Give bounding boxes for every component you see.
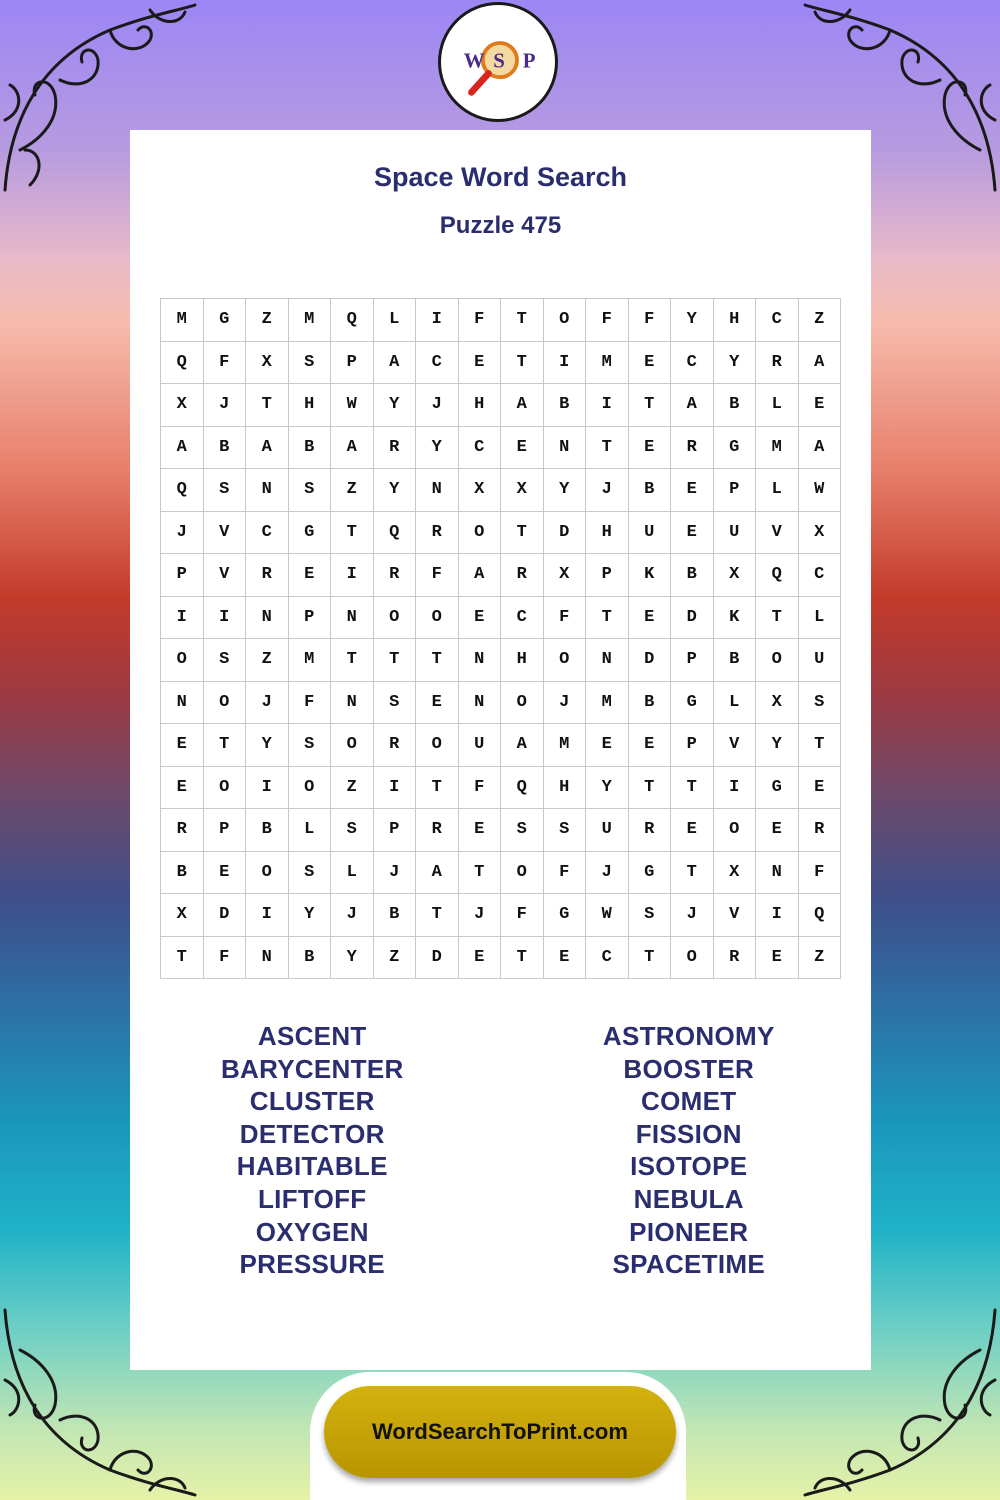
grid-cell[interactable]: P — [374, 809, 417, 852]
grid-cell[interactable]: O — [331, 724, 374, 767]
grid-cell[interactable]: L — [289, 809, 332, 852]
word-item: ISOTOPE — [630, 1151, 748, 1182]
word-list — [130, 1020, 871, 1281]
grid-cell[interactable]: B — [629, 469, 672, 512]
grid-cell[interactable]: J — [246, 682, 289, 725]
grid-cell[interactable]: N — [161, 682, 204, 725]
word-item: SPACETIME — [612, 1249, 765, 1280]
word-item: PIONEER — [629, 1216, 749, 1247]
grid-cell[interactable]: E — [799, 767, 842, 810]
grid-cell[interactable]: N — [544, 427, 587, 470]
grid-cell[interactable]: I — [331, 554, 374, 597]
grid-cell[interactable]: U — [586, 809, 629, 852]
grid-cell[interactable]: S — [289, 852, 332, 895]
grid-cell[interactable]: Q — [799, 894, 842, 937]
grid-cell[interactable]: X — [714, 554, 757, 597]
grid-cell[interactable]: L — [714, 682, 757, 725]
grid-cell[interactable]: Y — [331, 937, 374, 980]
grid-cell[interactable]: C — [799, 554, 842, 597]
grid-cell[interactable]: O — [714, 809, 757, 852]
grid-cell[interactable]: N — [331, 597, 374, 640]
logo-letter-p: P — [522, 48, 536, 73]
grid-cell[interactable]: C — [246, 512, 289, 555]
grid-cell[interactable]: W — [799, 469, 842, 512]
grid-cell[interactable]: T — [416, 894, 459, 937]
grid-cell[interactable]: O — [459, 512, 502, 555]
grid-cell[interactable]: T — [416, 767, 459, 810]
grid-cell[interactable]: W — [331, 384, 374, 427]
grid-cell[interactable]: M — [289, 299, 332, 342]
puzzle-card — [130, 130, 871, 1370]
grid-cell[interactable]: P — [161, 554, 204, 597]
grid-cell[interactable]: C — [459, 427, 502, 470]
grid-cell[interactable]: F — [459, 767, 502, 810]
grid-cell[interactable]: E — [671, 512, 714, 555]
grid-cell[interactable]: Y — [671, 299, 714, 342]
grid-cell[interactable]: R — [671, 427, 714, 470]
grid-cell[interactable]: Y — [714, 342, 757, 385]
grid-cell[interactable]: E — [459, 937, 502, 980]
grid-cell[interactable]: N — [756, 852, 799, 895]
grid-cell[interactable]: T — [331, 512, 374, 555]
grid-cell[interactable]: D — [416, 937, 459, 980]
grid-cell[interactable]: T — [756, 597, 799, 640]
grid-cell[interactable]: N — [459, 682, 502, 725]
grid-cell[interactable]: V — [756, 512, 799, 555]
grid-cell[interactable]: T — [246, 384, 289, 427]
grid-cell[interactable]: B — [714, 639, 757, 682]
grid-cell[interactable]: E — [799, 384, 842, 427]
grid-cell[interactable]: A — [501, 724, 544, 767]
grid-cell[interactable]: S — [629, 894, 672, 937]
grid-cell[interactable]: O — [544, 299, 587, 342]
grid-cell[interactable]: P — [204, 809, 247, 852]
grid-cell[interactable]: S — [331, 809, 374, 852]
grid-cell[interactable]: A — [246, 427, 289, 470]
grid-cell[interactable]: D — [671, 597, 714, 640]
grid-cell[interactable]: B — [161, 852, 204, 895]
grid-cell[interactable]: O — [416, 597, 459, 640]
grid-cell[interactable]: E — [756, 937, 799, 980]
grid-cell[interactable]: Y — [544, 469, 587, 512]
grid-cell[interactable]: F — [289, 682, 332, 725]
grid-cell[interactable]: N — [459, 639, 502, 682]
logo-letter-s: S — [493, 48, 505, 73]
grid-cell[interactable]: B — [629, 682, 672, 725]
grid-cell[interactable]: O — [246, 852, 289, 895]
grid-cell[interactable]: Q — [501, 767, 544, 810]
word-item: COMET — [641, 1086, 737, 1117]
grid-cell[interactable]: S — [289, 724, 332, 767]
grid-cell[interactable]: H — [289, 384, 332, 427]
word-item: ASTRONOMY — [602, 1021, 775, 1051]
grid-cell[interactable]: O — [204, 767, 247, 810]
grid-cell[interactable]: K — [714, 597, 757, 640]
grid-cell[interactable]: P — [331, 342, 374, 385]
grid-cell[interactable]: Y — [374, 469, 417, 512]
grid-cell[interactable]: X — [756, 682, 799, 725]
word-list-left — [124, 1020, 501, 1281]
word-item: DETECTOR — [239, 1118, 385, 1149]
logo-letter-w: W — [463, 48, 485, 73]
grid-cell[interactable]: Z — [374, 937, 417, 980]
grid-cell[interactable]: A — [501, 384, 544, 427]
grid-cell[interactable]: I — [586, 384, 629, 427]
site-link-button[interactable]: WordSearchToPrint.com — [324, 1386, 676, 1478]
grid-cell[interactable]: O — [374, 597, 417, 640]
grid-cell[interactable]: N — [246, 937, 289, 980]
letter-grid — [160, 298, 841, 979]
grid-cell[interactable]: S — [501, 809, 544, 852]
grid-cell[interactable]: O — [544, 639, 587, 682]
grid-cell[interactable]: A — [671, 384, 714, 427]
grid-cell[interactable]: S — [289, 342, 332, 385]
grid-cell[interactable]: E — [161, 724, 204, 767]
grid-cell[interactable]: N — [416, 469, 459, 512]
grid-cell[interactable]: H — [459, 384, 502, 427]
grid-cell[interactable]: Y — [374, 384, 417, 427]
grid-cell[interactable]: N — [246, 469, 289, 512]
grid-cell[interactable]: Z — [246, 639, 289, 682]
grid-cell[interactable]: W — [586, 894, 629, 937]
word-item: OXYGEN — [255, 1216, 369, 1247]
word-item: FISSION — [635, 1118, 742, 1149]
grid-cell[interactable]: R — [416, 512, 459, 555]
grid-cell[interactable]: X — [714, 852, 757, 895]
grid-cell[interactable]: J — [331, 894, 374, 937]
grid-cell[interactable]: L — [799, 597, 842, 640]
grid-cell[interactable]: V — [714, 724, 757, 767]
grid-cell[interactable]: J — [586, 469, 629, 512]
grid-cell[interactable]: R — [374, 554, 417, 597]
grid-cell[interactable]: G — [714, 427, 757, 470]
grid-cell[interactable]: D — [544, 512, 587, 555]
grid-cell[interactable]: O — [501, 682, 544, 725]
grid-cell[interactable]: T — [629, 384, 672, 427]
grid-cell[interactable]: P — [671, 724, 714, 767]
grid-cell[interactable]: O — [756, 639, 799, 682]
grid-cell[interactable]: B — [671, 554, 714, 597]
grid-cell[interactable]: T — [501, 512, 544, 555]
grid-cell[interactable]: Z — [331, 469, 374, 512]
grid-cell[interactable]: Z — [331, 767, 374, 810]
grid-cell[interactable]: A — [331, 427, 374, 470]
grid-cell[interactable]: X — [246, 342, 289, 385]
grid-cell[interactable]: X — [459, 469, 502, 512]
grid-cell[interactable]: J — [204, 384, 247, 427]
grid-cell[interactable]: Y — [246, 724, 289, 767]
grid-cell[interactable]: E — [544, 937, 587, 980]
grid-cell[interactable]: X — [161, 894, 204, 937]
grid-cell[interactable]: R — [161, 809, 204, 852]
grid-cell[interactable]: X — [799, 512, 842, 555]
grid-cell[interactable]: D — [204, 894, 247, 937]
grid-cell[interactable]: P — [586, 554, 629, 597]
grid-cell[interactable]: D — [629, 639, 672, 682]
grid-cell[interactable]: Y — [756, 724, 799, 767]
grid-cell[interactable]: I — [204, 597, 247, 640]
grid-cell[interactable]: S — [544, 809, 587, 852]
grid-cell[interactable]: E — [629, 427, 672, 470]
grid-cell[interactable]: U — [799, 639, 842, 682]
grid-cell[interactable]: E — [459, 597, 502, 640]
grid-cell[interactable]: F — [544, 597, 587, 640]
grid-cell[interactable]: J — [161, 512, 204, 555]
grid-cell[interactable]: L — [756, 469, 799, 512]
grid-cell[interactable]: F — [799, 852, 842, 895]
grid-cell[interactable]: H — [586, 512, 629, 555]
grid-cell[interactable]: F — [416, 554, 459, 597]
grid-cell[interactable]: E — [161, 767, 204, 810]
grid-cell[interactable]: R — [374, 427, 417, 470]
grid-cell[interactable]: A — [799, 427, 842, 470]
grid-cell[interactable]: T — [331, 639, 374, 682]
grid-cell[interactable]: G — [289, 512, 332, 555]
grid-cell[interactable]: B — [289, 937, 332, 980]
grid-cell[interactable]: J — [416, 384, 459, 427]
grid-cell[interactable]: F — [204, 342, 247, 385]
grid-cell[interactable]: O — [501, 852, 544, 895]
grid-cell[interactable]: R — [246, 554, 289, 597]
grid-cell[interactable]: A — [459, 554, 502, 597]
grid-cell[interactable]: T — [416, 639, 459, 682]
grid-cell[interactable]: T — [501, 299, 544, 342]
grid-cell[interactable]: I — [544, 342, 587, 385]
grid-cell[interactable]: Q — [374, 512, 417, 555]
grid-cell[interactable]: S — [799, 682, 842, 725]
grid-cell[interactable]: R — [714, 937, 757, 980]
grid-cell[interactable]: H — [501, 639, 544, 682]
grid-cell[interactable]: U — [459, 724, 502, 767]
grid-cell[interactable]: T — [161, 937, 204, 980]
grid-cell[interactable]: E — [501, 427, 544, 470]
grid-cell[interactable]: T — [799, 724, 842, 767]
grid-cell[interactable]: Q — [161, 469, 204, 512]
grid-cell[interactable]: T — [671, 767, 714, 810]
grid-cell[interactable]: M — [586, 682, 629, 725]
grid-cell[interactable]: Q — [756, 554, 799, 597]
grid-cell[interactable]: E — [671, 469, 714, 512]
grid-cell[interactable]: G — [204, 299, 247, 342]
grid-cell[interactable]: J — [671, 894, 714, 937]
grid-cell[interactable]: R — [374, 724, 417, 767]
grid-cell[interactable]: T — [204, 724, 247, 767]
grid-cell[interactable]: A — [799, 342, 842, 385]
grid-cell[interactable]: I — [714, 767, 757, 810]
grid-cell[interactable]: V — [204, 512, 247, 555]
grid-cell[interactable]: G — [756, 767, 799, 810]
grid-cell[interactable]: O — [289, 767, 332, 810]
grid-cell[interactable]: F — [629, 299, 672, 342]
puzzle-title: Space Word Search — [373, 162, 628, 192]
grid-cell[interactable]: N — [331, 682, 374, 725]
grid-cell[interactable]: Z — [799, 937, 842, 980]
grid-cell[interactable]: E — [671, 809, 714, 852]
grid-cell[interactable]: J — [459, 894, 502, 937]
grid-cell[interactable]: B — [289, 427, 332, 470]
grid-cell[interactable]: C — [416, 342, 459, 385]
grid-cell[interactable]: E — [756, 809, 799, 852]
grid-cell[interactable]: E — [459, 342, 502, 385]
grid-cell[interactable]: E — [289, 554, 332, 597]
grid-cell[interactable]: I — [756, 894, 799, 937]
grid-cell[interactable]: G — [544, 894, 587, 937]
word-list-right — [501, 1020, 878, 1281]
grid-cell[interactable]: Q — [161, 342, 204, 385]
grid-cell[interactable]: A — [374, 342, 417, 385]
grid-cell[interactable]: E — [459, 809, 502, 852]
grid-cell[interactable]: M — [161, 299, 204, 342]
word-item: BARYCENTER — [220, 1053, 404, 1084]
grid-cell[interactable]: X — [161, 384, 204, 427]
grid-cell[interactable]: E — [629, 724, 672, 767]
grid-cell[interactable]: C — [501, 597, 544, 640]
grid-cell[interactable]: Y — [416, 427, 459, 470]
word-item: NEBULA — [633, 1183, 744, 1214]
grid-cell[interactable]: N — [246, 597, 289, 640]
grid-cell[interactable]: M — [544, 724, 587, 767]
grid-cell[interactable]: S — [374, 682, 417, 725]
grid-cell[interactable]: I — [416, 299, 459, 342]
grid-cell[interactable]: I — [246, 894, 289, 937]
grid-cell[interactable]: S — [204, 469, 247, 512]
grid-cell[interactable]: K — [629, 554, 672, 597]
grid-cell[interactable]: G — [671, 682, 714, 725]
grid-cell[interactable]: E — [204, 852, 247, 895]
grid-cell[interactable]: J — [374, 852, 417, 895]
grid-cell[interactable]: Y — [289, 894, 332, 937]
grid-cell[interactable]: R — [416, 809, 459, 852]
grid-cell[interactable]: O — [671, 937, 714, 980]
grid-cell[interactable]: T — [501, 937, 544, 980]
grid-cell[interactable]: H — [544, 767, 587, 810]
grid-cell[interactable]: S — [204, 639, 247, 682]
wsp-logo[interactable] — [438, 2, 558, 122]
puzzle-number: Puzzle 475 — [439, 212, 562, 239]
grid-cell[interactable]: M — [586, 342, 629, 385]
grid-cell[interactable]: L — [374, 299, 417, 342]
grid-cell[interactable]: E — [586, 724, 629, 767]
grid-cell[interactable]: R — [501, 554, 544, 597]
grid-cell[interactable]: Q — [331, 299, 374, 342]
grid-cell[interactable]: I — [246, 767, 289, 810]
grid-cell[interactable]: L — [331, 852, 374, 895]
grid-cell[interactable]: T — [629, 937, 672, 980]
grid-cell[interactable]: M — [756, 427, 799, 470]
grid-cell[interactable]: E — [629, 597, 672, 640]
grid-cell[interactable]: Z — [246, 299, 289, 342]
grid-cell[interactable]: Y — [586, 767, 629, 810]
grid-cell[interactable]: B — [714, 384, 757, 427]
grid-cell[interactable]: B — [246, 809, 289, 852]
grid-cell[interactable]: P — [714, 469, 757, 512]
grid-cell[interactable]: V — [204, 554, 247, 597]
word-item: PRESSURE — [239, 1249, 385, 1280]
grid-cell[interactable]: B — [204, 427, 247, 470]
grid-cell[interactable]: T — [374, 639, 417, 682]
word-item: BOOSTER — [623, 1053, 755, 1084]
grid-cell[interactable]: R — [799, 809, 842, 852]
grid-cell[interactable]: O — [204, 682, 247, 725]
grid-cell[interactable]: F — [586, 299, 629, 342]
grid-cell[interactable]: R — [756, 342, 799, 385]
grid-cell[interactable]: T — [459, 852, 502, 895]
grid-cell[interactable]: I — [374, 767, 417, 810]
grid-cell[interactable]: X — [501, 469, 544, 512]
grid-cell[interactable]: T — [586, 597, 629, 640]
grid-cell[interactable]: E — [629, 342, 672, 385]
grid-cell[interactable]: Z — [799, 299, 842, 342]
grid-cell[interactable]: P — [671, 639, 714, 682]
grid-cell[interactable]: J — [586, 852, 629, 895]
grid-cell[interactable]: X — [544, 554, 587, 597]
grid-cell[interactable]: C — [756, 299, 799, 342]
grid-cell[interactable]: F — [459, 299, 502, 342]
grid-cell[interactable]: B — [544, 384, 587, 427]
grid-cell[interactable]: F — [544, 852, 587, 895]
grid-cell[interactable]: R — [629, 809, 672, 852]
grid-cell[interactable]: G — [629, 852, 672, 895]
grid-cell[interactable]: M — [289, 639, 332, 682]
grid-cell[interactable]: C — [671, 342, 714, 385]
grid-cell[interactable]: F — [204, 937, 247, 980]
grid-cell[interactable]: U — [629, 512, 672, 555]
grid-cell[interactable]: I — [161, 597, 204, 640]
word-item: LIFTOFF — [258, 1183, 367, 1214]
grid-cell[interactable]: N — [586, 639, 629, 682]
grid-cell[interactable]: P — [289, 597, 332, 640]
grid-cell[interactable]: A — [161, 427, 204, 470]
grid-cell[interactable]: T — [629, 767, 672, 810]
grid-cell[interactable]: V — [714, 894, 757, 937]
grid-cell[interactable]: T — [671, 852, 714, 895]
grid-cell[interactable]: O — [416, 724, 459, 767]
grid-cell[interactable]: E — [416, 682, 459, 725]
grid-cell[interactable]: T — [586, 427, 629, 470]
grid-cell[interactable]: F — [501, 894, 544, 937]
grid-cell[interactable]: U — [714, 512, 757, 555]
grid-cell[interactable]: A — [416, 852, 459, 895]
word-item: HABITABLE — [236, 1151, 388, 1182]
grid-cell[interactable]: J — [544, 682, 587, 725]
grid-cell[interactable]: C — [586, 937, 629, 980]
grid-cell[interactable]: T — [501, 342, 544, 385]
word-item: CLUSTER — [249, 1086, 375, 1117]
grid-cell[interactable]: B — [374, 894, 417, 937]
grid-cell[interactable]: S — [289, 469, 332, 512]
grid-cell[interactable]: O — [161, 639, 204, 682]
word-item: ASCENT — [257, 1021, 367, 1051]
grid-cell[interactable]: H — [714, 299, 757, 342]
grid-cell[interactable]: L — [756, 384, 799, 427]
